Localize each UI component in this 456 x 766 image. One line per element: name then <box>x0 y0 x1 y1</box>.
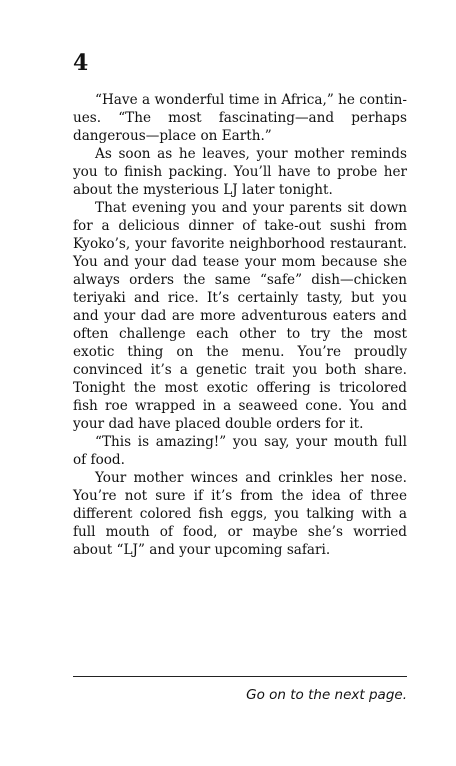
paragraph: That evening you and your parents sit down for a delicious dinner of take-out sushi from Kyoko’s, your favorite neighborhood restaurant. You and your dad tease your mom because she always orders the same “safe” dish—chicken teriyaki and rice. It’s certainly tasty, but you and your dad are more adventurous eaters and often challenge each other to try the most exotic thing on the menu. You’re proudly convinced it’s a genetic trait you both share. Tonight the most exotic offering is tricolored fish roe wrapped in a seaweed cone. You and your dad have placed double orders for it. <box>73 200 407 432</box>
paragraph: “This is amazing!” you say, your mouth full of food. <box>73 434 407 468</box>
page-number: 4 <box>73 50 89 76</box>
paragraph: Your mother winces and crinkles her nose. You’re not sure if it’s from the idea of three different colored fish eggs, you talking with a full mouth of food, or maybe she’s worried about “LJ” and your upcoming safari. <box>73 470 407 558</box>
paragraph: As soon as he leaves, your mother reminds you to finish packing. You’ll have to probe her about the mysterious LJ later tonight. <box>73 146 407 198</box>
body-text <box>73 91 407 559</box>
paragraph: “Have a wonderful time in Africa,” he continues. “The most fascinating—and perhaps dangerous—place on Earth.” <box>73 92 407 144</box>
footer-divider <box>73 676 407 677</box>
next-page-note: Go on to the next page. <box>246 687 407 703</box>
